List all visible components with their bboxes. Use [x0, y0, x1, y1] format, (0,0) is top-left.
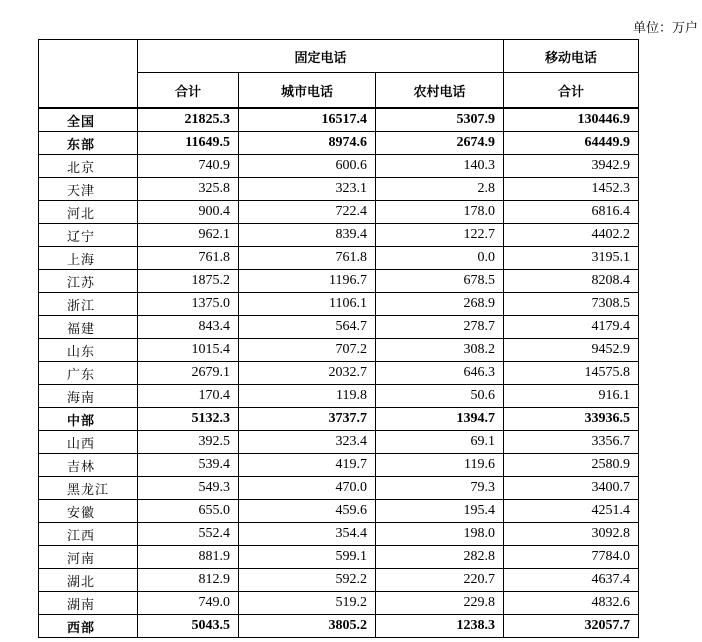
table-row [39, 247, 639, 270]
fixed-total-header: 合计 [138, 73, 239, 109]
mobile-total-cell: 3400.7 [504, 477, 639, 500]
fixed-total-cell: 552.4 [138, 523, 239, 546]
fixed-total-cell: 900.4 [138, 201, 239, 224]
fixed-total-cell: 11649.5 [138, 132, 239, 155]
table-row [39, 546, 639, 569]
urban-phone-cell: 3805.2 [239, 615, 376, 638]
table-row [39, 132, 639, 155]
region-name-cell: 广东 [39, 362, 138, 385]
mobile-phone-group-header: 移动电话 [504, 40, 639, 73]
urban-phone-cell: 2032.7 [239, 362, 376, 385]
region-name-cell: 浙江 [39, 293, 138, 316]
rural-phone-cell: 220.7 [376, 569, 504, 592]
rural-phone-cell: 2.8 [376, 178, 504, 201]
table-row [39, 270, 639, 293]
region-name-cell: 黑龙江 [39, 477, 138, 500]
rural-phone-cell: 229.8 [376, 592, 504, 615]
table-body [39, 108, 639, 638]
telephone-users-table [38, 39, 639, 638]
table-row [39, 431, 639, 454]
rural-phone-cell: 646.3 [376, 362, 504, 385]
urban-phone-cell: 564.7 [239, 316, 376, 339]
table-header [39, 40, 639, 109]
region-name-cell: 海南 [39, 385, 138, 408]
region-name-cell: 山西 [39, 431, 138, 454]
urban-phone-cell: 519.2 [239, 592, 376, 615]
table-row [39, 316, 639, 339]
urban-phone-cell: 323.1 [239, 178, 376, 201]
fixed-total-cell: 1375.0 [138, 293, 239, 316]
rural-phone-cell: 1238.3 [376, 615, 504, 638]
fixed-total-cell: 392.5 [138, 431, 239, 454]
mobile-total-cell: 4402.2 [504, 224, 639, 247]
mobile-total-cell: 3942.9 [504, 155, 639, 178]
urban-phone-cell: 323.4 [239, 431, 376, 454]
mobile-total-cell: 7308.5 [504, 293, 639, 316]
rural-phone-header: 农村电话 [376, 73, 504, 109]
mobile-total-cell: 33936.5 [504, 408, 639, 431]
rural-phone-cell: 140.3 [376, 155, 504, 178]
region-name-cell: 福建 [39, 316, 138, 339]
mobile-total-cell: 9452.9 [504, 339, 639, 362]
region-name-cell: 山东 [39, 339, 138, 362]
mobile-total-cell: 3195.1 [504, 247, 639, 270]
table-row [39, 155, 639, 178]
urban-phone-cell: 119.8 [239, 385, 376, 408]
region-name-cell: 江苏 [39, 270, 138, 293]
mobile-total-cell: 1452.3 [504, 178, 639, 201]
urban-phone-cell: 354.4 [239, 523, 376, 546]
fixed-total-cell: 539.4 [138, 454, 239, 477]
fixed-total-cell: 1875.2 [138, 270, 239, 293]
table-row [39, 615, 639, 638]
fixed-total-cell: 740.9 [138, 155, 239, 178]
fixed-total-cell: 21825.3 [138, 108, 239, 132]
mobile-total-header: 合计 [504, 73, 639, 109]
urban-phone-cell: 707.2 [239, 339, 376, 362]
rural-phone-cell: 308.2 [376, 339, 504, 362]
mobile-total-cell: 7784.0 [504, 546, 639, 569]
urban-phone-header: 城市电话 [239, 73, 376, 109]
region-name-cell: 安徽 [39, 500, 138, 523]
fixed-total-cell: 325.8 [138, 178, 239, 201]
fixed-total-cell: 843.4 [138, 316, 239, 339]
fixed-total-cell: 749.0 [138, 592, 239, 615]
region-name-cell: 东部 [39, 132, 138, 155]
fixed-total-cell: 812.9 [138, 569, 239, 592]
table-row [39, 362, 639, 385]
rural-phone-cell: 678.5 [376, 270, 504, 293]
region-name-cell: 天津 [39, 178, 138, 201]
urban-phone-cell: 722.4 [239, 201, 376, 224]
fixed-total-cell: 761.8 [138, 247, 239, 270]
fixed-phone-group-header: 固定电话 [138, 40, 504, 73]
fixed-total-cell: 549.3 [138, 477, 239, 500]
urban-phone-cell: 839.4 [239, 224, 376, 247]
table-row [39, 339, 639, 362]
table-row [39, 500, 639, 523]
urban-phone-cell: 419.7 [239, 454, 376, 477]
urban-phone-cell: 1106.1 [239, 293, 376, 316]
rural-phone-cell: 122.7 [376, 224, 504, 247]
table-row [39, 477, 639, 500]
region-name-cell: 河南 [39, 546, 138, 569]
region-name-cell: 西部 [39, 615, 138, 638]
mobile-total-cell: 4832.6 [504, 592, 639, 615]
rural-phone-cell: 50.6 [376, 385, 504, 408]
fixed-total-cell: 881.9 [138, 546, 239, 569]
mobile-total-cell: 32057.7 [504, 615, 639, 638]
mobile-total-cell: 8208.4 [504, 270, 639, 293]
urban-phone-cell: 459.6 [239, 500, 376, 523]
urban-phone-cell: 761.8 [239, 247, 376, 270]
rural-phone-cell: 1394.7 [376, 408, 504, 431]
fixed-total-cell: 170.4 [138, 385, 239, 408]
mobile-total-cell: 4251.4 [504, 500, 639, 523]
mobile-total-cell: 6816.4 [504, 201, 639, 224]
region-name-cell: 湖南 [39, 592, 138, 615]
region-name-cell: 上海 [39, 247, 138, 270]
mobile-total-cell: 4179.4 [504, 316, 639, 339]
fixed-total-cell: 1015.4 [138, 339, 239, 362]
table-row [39, 385, 639, 408]
rural-phone-cell: 0.0 [376, 247, 504, 270]
urban-phone-cell: 16517.4 [239, 108, 376, 132]
region-name-cell: 湖北 [39, 569, 138, 592]
table-row [39, 178, 639, 201]
fixed-total-cell: 5043.5 [138, 615, 239, 638]
rural-phone-cell: 178.0 [376, 201, 504, 224]
urban-phone-cell: 592.2 [239, 569, 376, 592]
urban-phone-cell: 1196.7 [239, 270, 376, 293]
urban-phone-cell: 8974.6 [239, 132, 376, 155]
mobile-total-cell: 916.1 [504, 385, 639, 408]
rural-phone-cell: 2674.9 [376, 132, 504, 155]
table-row [39, 569, 639, 592]
mobile-total-cell: 3092.8 [504, 523, 639, 546]
table-row [39, 592, 639, 615]
rural-phone-cell: 5307.9 [376, 108, 504, 132]
rural-phone-cell: 69.1 [376, 431, 504, 454]
region-name-cell: 河北 [39, 201, 138, 224]
table-row [39, 454, 639, 477]
region-name-cell: 吉林 [39, 454, 138, 477]
rural-phone-cell: 119.6 [376, 454, 504, 477]
urban-phone-cell: 3737.7 [239, 408, 376, 431]
table-row [39, 224, 639, 247]
urban-phone-cell: 600.6 [239, 155, 376, 178]
rural-phone-cell: 195.4 [376, 500, 504, 523]
fixed-total-cell: 5132.3 [138, 408, 239, 431]
table-row [39, 108, 639, 132]
rural-phone-cell: 278.7 [376, 316, 504, 339]
mobile-total-cell: 14575.8 [504, 362, 639, 385]
fixed-total-cell: 2679.1 [138, 362, 239, 385]
table-row [39, 408, 639, 431]
region-name-cell: 辽宁 [39, 224, 138, 247]
mobile-total-cell: 4637.4 [504, 569, 639, 592]
region-name-cell: 全国 [39, 108, 138, 132]
region-name-cell: 中部 [39, 408, 138, 431]
mobile-total-cell: 64449.9 [504, 132, 639, 155]
rural-phone-cell: 79.3 [376, 477, 504, 500]
fixed-total-cell: 655.0 [138, 500, 239, 523]
mobile-total-cell: 2580.9 [504, 454, 639, 477]
region-name-cell: 江西 [39, 523, 138, 546]
rural-phone-cell: 268.9 [376, 293, 504, 316]
region-name-cell: 北京 [39, 155, 138, 178]
unit-label: 单位：万户 [632, 21, 698, 36]
table-row [39, 293, 639, 316]
region-header-cell [39, 40, 138, 109]
rural-phone-cell: 198.0 [376, 523, 504, 546]
urban-phone-cell: 599.1 [239, 546, 376, 569]
table-row [39, 523, 639, 546]
urban-phone-cell: 470.0 [239, 477, 376, 500]
table-row [39, 201, 639, 224]
mobile-total-cell: 130446.9 [504, 108, 639, 132]
rural-phone-cell: 282.8 [376, 546, 504, 569]
fixed-total-cell: 962.1 [138, 224, 239, 247]
mobile-total-cell: 3356.7 [504, 431, 639, 454]
